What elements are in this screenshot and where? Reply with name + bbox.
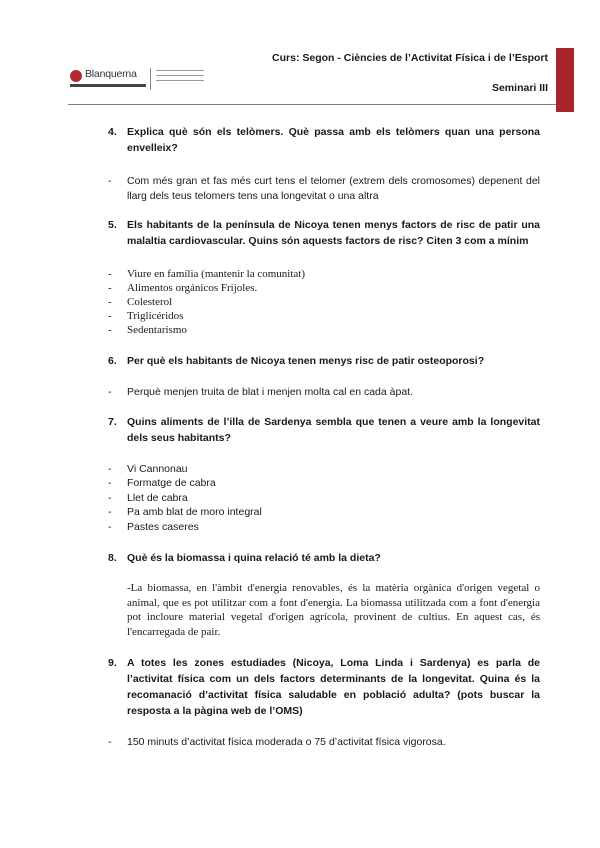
answer-9 (108, 735, 540, 750)
header-divider (68, 104, 556, 105)
question-text: Per què els habitants de Nicoya tenen menys risc de patir osteoporosi? (127, 355, 485, 367)
answer-6 (108, 385, 540, 400)
list-item: - Triglicéridos (108, 310, 184, 322)
question-number: 9. (108, 657, 117, 669)
answer-8: -La biomassa, en l'àmbit d'energia renovables, és la matèria orgànica d'origen vegetal o animal, que es pot utilitzar com a font d'energia. La biomassa utilitzada com a font d'energia pot incloure material vegetal d'origen agrícola, provinent de cultius. En aquest cas, és l'encarregada de pair. (127, 582, 540, 638)
list-item: - Colesterol (108, 296, 173, 308)
list-item: - Pa amb blat de moro integral (108, 506, 262, 518)
list-item: - Sedentarismo (108, 324, 187, 336)
logo-underline (70, 84, 146, 87)
question-4 (108, 124, 540, 156)
header-accent-bar (556, 48, 574, 112)
answer-5-list (108, 267, 540, 337)
document-body (108, 124, 540, 750)
question-number: 8. (108, 552, 117, 564)
question-9 (108, 655, 540, 719)
list-item: - Viure en família (mantenir la comunitat) (108, 268, 306, 280)
list-item: - Llet de cabra (108, 491, 188, 504)
seminar-title: Seminari III (491, 82, 548, 94)
list-item: - Alimentos orgánicos Frijoles. (108, 282, 258, 294)
question-text: Quins aliments de l’illa de Sardenya sembla que tenen a veure amb la longevitat dels seus habitants? (127, 415, 540, 444)
question-number: 7. (108, 415, 117, 428)
question-number: 5. (108, 219, 117, 231)
question-text: A totes les zones estudiades (Nicoya, Loma Linda i Sardenya) es parla de l’activitat física com un dels factors determinants de la longevitat. Quina és la recomanació d’activitat física saludable en població adulta? (pots buscar la resposta a la pàgina web de l’OMS) (127, 657, 540, 717)
question-8 (108, 550, 540, 566)
list-item: - Vi Cannonau (108, 462, 188, 475)
answer-7-list (108, 462, 540, 535)
question-text: Els habitants de la península de Nicoya tenen menys factors de risc de patir una malaltia cardiovascular. Quins són aquests factors de risc? Citen 3 com a mínim (127, 219, 540, 247)
course-title: Curs: Segon - Ciències de l’Activitat Física i de l’Esport (272, 52, 548, 64)
logo-faculty-lines (156, 70, 204, 85)
list-item: - Com més gran et fas més curt tens el telomer (extrem dels cromosomes) depenent del llarg dels teus telomers tens una longevitat o una altra (108, 175, 540, 202)
list-item: - Perquè menjen truita de blat i menjen molta cal en cada àpat. (108, 386, 414, 398)
blanquerna-logo (70, 68, 210, 94)
logo-separator (150, 68, 151, 90)
question-5 (108, 217, 540, 249)
answer-4 (108, 174, 540, 203)
list-item: - 150 minuts d’activitat física moderada o 75 d’activitat física vigorosa. (108, 736, 446, 748)
logo-name: Blanquerna (85, 68, 137, 80)
question-text: Explica què són els telòmers. Què passa amb els telòmers quan una persona envelleix? (127, 126, 540, 154)
question-number: 6. (108, 355, 117, 367)
question-text: Què és la biomassa i quina relació té amb la dieta? (127, 552, 381, 564)
question-number: 4. (108, 126, 117, 138)
list-item: - Formatge de cabra (108, 477, 216, 489)
list-item: - Pastes caseres (108, 520, 199, 533)
logo-emblem-icon (70, 70, 82, 82)
question-6 (108, 353, 540, 369)
question-7 (108, 414, 540, 446)
